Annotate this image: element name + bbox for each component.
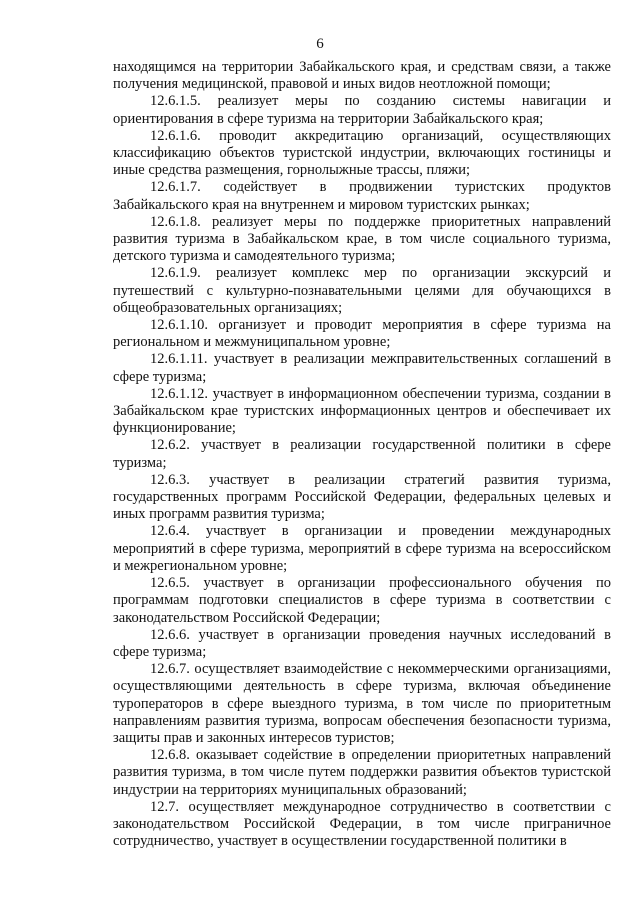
paragraph-continuation: находящимся на территории Забайкальского края, и средствам связи, а также получения медицинской, правовой и иных видов неотложной помощи;: [113, 59, 611, 93]
paragraph-12-6-1-12: 12.6.1.12. участвует в информационном обеспечении туризма, создании в Забайкальском крае туристских информационных центров и обеспечивает их функционирование;: [113, 385, 611, 437]
paragraph-12-6-3: 12.6.3. участвует в реализации стратегий развития туризма, государственных программ Российской Федерации, федеральных целевых и иных программ развития туризма;: [113, 471, 611, 523]
paragraph-12-6-1-11: 12.6.1.11. участвует в реализации межправительственных соглашений в сфере туризма;: [113, 351, 611, 385]
paragraph-12-6-2: 12.6.2. участвует в реализации государственной политики в сфере туризма;: [113, 437, 611, 471]
paragraph-12-6-1-9: 12.6.1.9. реализует комплекс мер по организации экскурсий и путешествий с культурно-познавательными целями для обучающихся в общеобразовательных организациях;: [113, 265, 611, 316]
paragraph-12-6-5: 12.6.5. участвует в организации профессионального обучения по программам подготовки специалистов в сфере туризма в соответствии с законодательством Российской Федерации;: [113, 575, 611, 626]
paragraph-12-6-8: 12.6.8. оказывает содействие в определении приоритетных направлений развития туризма, в том числе путем поддержки развития объектов туристской индустрии на территориях муниципальных образований;: [113, 747, 611, 798]
document-body: [113, 59, 611, 850]
paragraph-12-6-7: 12.6.7. осуществляет взаимодействие с некоммерческими организациями, осуществляющими деятельность в сфере туризма, включая объединение туроператоров в сфере выездного туризма, в том числе по приоритетным направлениям развития туризма, вопросам обеспечения безопасности туризма, защиты прав и законных интересов туристов;: [113, 661, 611, 746]
paragraph-12-7: 12.7. осуществляет международное сотрудничество в соответствии с законодательством Российской Федерации, в том числе приграничное сотрудничество, участвует в осуществлении государственной политики в: [113, 798, 611, 850]
paragraph-12-6-1-10: 12.6.1.10. организует и проводит мероприятия в сфере туризма на региональном и межмуниципальном уровне;: [113, 317, 611, 351]
paragraph-12-6-6: 12.6.6. участвует в организации проведения научных исследований в сфере туризма;: [113, 626, 611, 660]
paragraph-12-6-1-6: 12.6.1.6. проводит аккредитацию организаций, осуществляющих классификацию объектов туристской индустрии, включающих гостиницы и иные средства размещения, горнолыжные трассы, пляжи;: [113, 127, 611, 179]
paragraph-12-6-1-8: 12.6.1.8. реализует меры по поддержке приоритетных направлений развития туризма в Забайкальском крае, в том числе социального туризма, детского туризма и самодеятельного туризма;: [113, 213, 611, 265]
paragraph-12-6-1-5: 12.6.1.5. реализует меры по созданию системы навигации и ориентирования в сфере туризма на территории Забайкальского края;: [113, 93, 611, 127]
paragraph-12-6-4: 12.6.4. участвует в организации и проведении международных мероприятий в сфере туризма, мероприятий в сфере туризма на всероссийском и межрегиональном уровне;: [113, 523, 611, 574]
page-number: 6: [316, 36, 324, 52]
paragraph-12-6-1-7: 12.6.1.7. содействует в продвижении туристских продуктов Забайкальского края на внутреннем и мировом туристских рынках;: [113, 179, 611, 213]
